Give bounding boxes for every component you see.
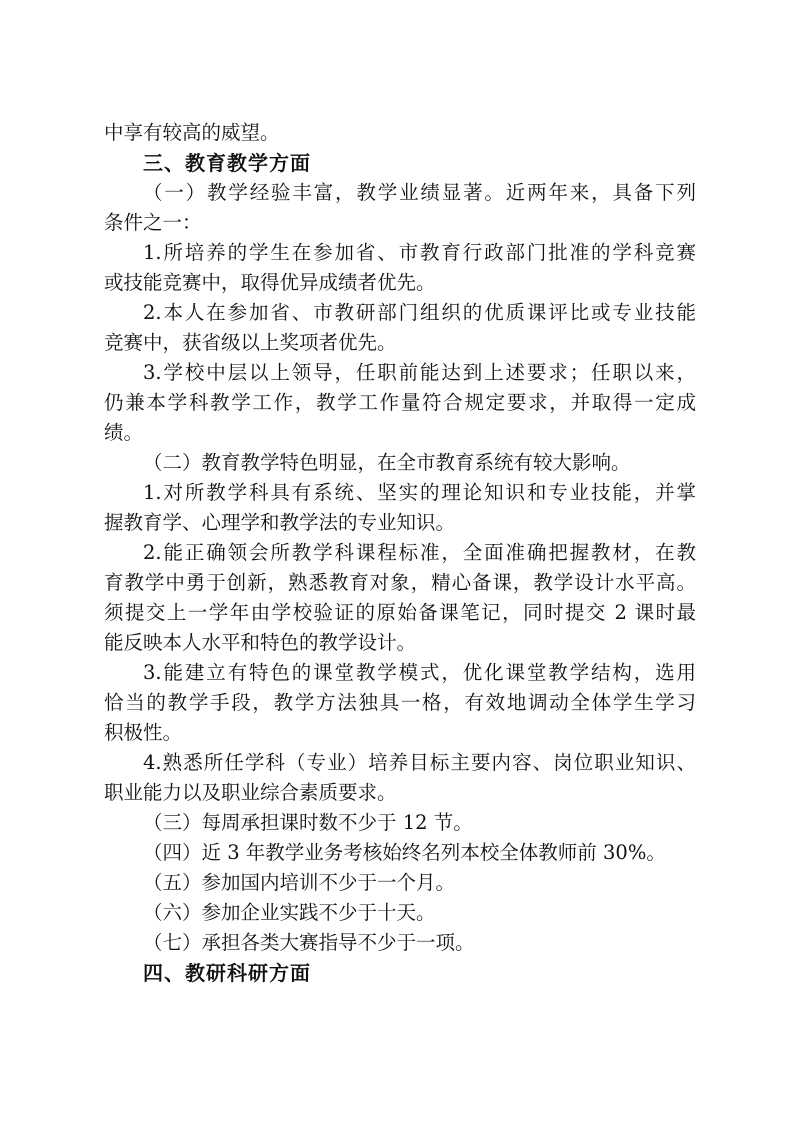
paragraph-line: 2.能正确领会所教学科课程标准，全面准确把握教材，在教 [143, 541, 696, 564]
paragraph-line: 职业能力以及职业综合素质要求。 [104, 781, 397, 804]
paragraph-line: 须提交上一学年由学校验证的原始备课笔记，同时提交 2 课时最 [104, 601, 696, 624]
section-heading-teaching: 三、教育教学方面 [143, 151, 311, 175]
list-item: （七）承担各类大赛指导不少于一项。 [143, 931, 475, 954]
paragraph-line: 恰当的教学手段，教学方法独具一格，有效地调动全体学生学习 [104, 691, 696, 714]
paragraph-line: 竞赛中，获省级以上奖项者优先。 [104, 331, 397, 354]
list-item: （四）近 3 年教学业务考核始终名列本校全体教师前 30%。 [143, 841, 666, 864]
paragraph-line: 1.所培养的学生在参加省、市教育行政部门批准的学科竞赛 [143, 241, 696, 264]
paragraph-line: （二）教育教学特色明显，在全市教育系统有较大影响。 [143, 451, 631, 474]
paragraph-continuation: 中享有较高的威望。 [104, 121, 280, 144]
paragraph-line: 4.熟悉所任学科（专业）培养目标主要内容、岗位职业知识、 [143, 751, 696, 774]
paragraph-line: 育教学中勇于创新，熟悉教育对象，精心备课，教学设计水平高。 [104, 571, 696, 594]
list-item: （三）每周承担课时数不少于 12 节。 [143, 811, 473, 834]
paragraph-line: 2.本人在参加省、市教研部门组织的优质课评比或专业技能 [143, 301, 696, 324]
paragraph-line: 1.对所教学科具有系统、坚实的理论知识和专业技能，并掌 [143, 481, 696, 504]
paragraph-line: 绩。 [104, 421, 144, 444]
document-body [104, 118, 696, 988]
list-item: （六）参加企业实践不少于十天。 [143, 901, 436, 924]
paragraph-line: 3.能建立有特色的课堂教学模式，优化课堂教学结构，选用 [143, 661, 696, 684]
list-item: （五）参加国内培训不少于一个月。 [143, 871, 456, 894]
paragraph-line: 条件之一： [104, 211, 202, 234]
paragraph-line: 握教育学、心理学和教学法的专业知识。 [104, 511, 456, 534]
section-heading-research: 四、教研科研方面 [143, 961, 311, 985]
paragraph-line: 3.学校中层以上领导，任职前能达到上述要求；任职以来， [143, 361, 696, 384]
paragraph-line: 或技能竞赛中，取得优异成绩者优先。 [104, 271, 436, 294]
paragraph-line: 仍兼本学科教学工作，教学工作量符合规定要求，并取得一定成 [104, 391, 696, 414]
paragraph-line: 能反映本人水平和特色的教学设计。 [104, 631, 417, 654]
paragraph-line: 积极性。 [104, 721, 183, 744]
paragraph-line: （一）教学经验丰富，教学业绩显著。近两年来，具备下列 [143, 181, 696, 204]
